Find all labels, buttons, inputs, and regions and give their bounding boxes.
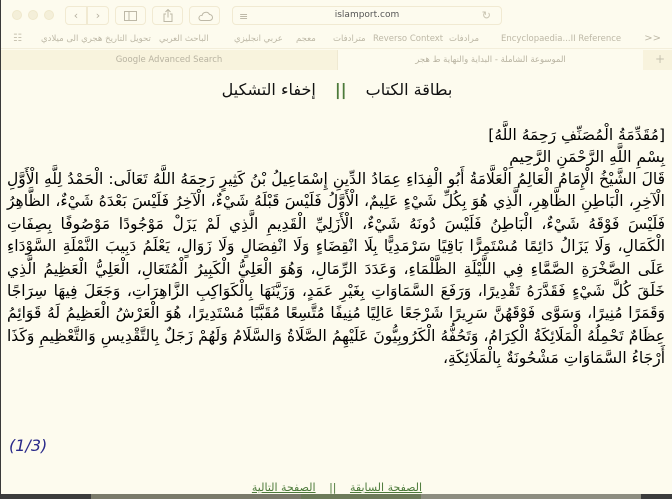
bookmark-dictionary[interactable]: معجم bbox=[296, 34, 316, 44]
bookmark-arabic-english[interactable]: عربي انجليزي bbox=[234, 34, 283, 44]
window-minimize-button[interactable] bbox=[28, 10, 38, 20]
body-paragraph: قَالَ الشَّيْخُ الْإِمَامُ الْعَالِمُ الْعَلَّامَةُ أَبُو الْفِدَاءِ عِمَادُ الدِّينِ إِسْمَاعِيلُ بْنُ كَثِيرٍ رَحِمَهُ اللَّهُ تَعَالَى: الْحَمْدُ لِلَّهِ الْأَوَّلِ الْآخِرِ، الْبَاطِنِ الظَّاهِرِ، الَّذِي هُوَ بِكُلِّ شَيْءٍ عَلِيمٌ، الْأَوَّلُ فَلَيْسَ قَبْلَهُ شَيْءٌ، الْآخِرُ فَلَيْسَ بَعْدَهُ شَيْءٌ، الظَّاهِرُ فَلَيْسَ فَوْقَهُ شَيْءٌ، الْبَاطِنُ فَلَيْسَ دُونَهُ شَيْءٌ، الْأَزَلِيِّ الْقَدِيمِ الَّذِي لَمْ يَزَلْ مَوْجُودًا مَوْصُوفًا بِصِفَاتِ الْكَمَالِ، وَلَا يَزَالُ دَائِمًا مُسْتَمِرًّا بَاقِيًا سَرْمَدِيًّا بِلَا انْقِضَاءٍ وَلَا انْفِصَالٍ وَلَا زَوَالٍ، يَعْلَمُ دَبِيبَ النَّمْلَةِ السَّوْدَاءِ عَلَى الصَّخْرَةِ الصَّمَّاءِ فِي اللَّيْلَةِ الظَّلْمَاءِ، وَعَدَدَ الرِّمَالِ، وَهُوَ الْعَلِيُّ الْكَبِيرُ الْمُتَعَالِ، الْعَلِيُّ الْعَظِيمُ الَّذِي خَلَقَ كُلَّ شَيْءٍ فَقَدَّرَهُ تَقْدِيرًا، وَرَفَعَ السَّمَاوَاتِ بِغَيْرِ عَمَدٍ، وَزَيَّنَهَا بِالْكَوَاكِبِ الزَّاهِرَاتِ، وَجَعَلَ فِيهَا سِرَاجًا وَقَمَرًا مُنِيرًا، وَسَوَّى فَوْقَهُنَّ سَرِيرًا شَرْجَعًا عَالِيًا مُنِيفًا مُتَّسِعًا مُقَبَّبًا مُسْتَدِيرًا، هُوَ الْعَرْشُ الْعَظِيمُ لَهُ قَوَائِمُ عِظَامٌ تَحْمِلُهُ الْمَلَائِكَةُ الْكِرَامُ، وَتَحُفُّهُ الْكَرُوبِيُّونَ عَلَيْهِمُ الصَّلَاةُ وَالسَّلَامُ وَلَهُمْ زَجَلٌ بِالتَّقْدِيسِ وَالتَّعْظِيمِ وَكَذَا أَرْجَاءُ السَّمَاوَاتِ مَشْحُونَةٌ بِالْمَلَائِكَةِ، bbox=[7, 170, 665, 368]
bookmarks-overflow-button[interactable]: >> bbox=[644, 33, 661, 44]
bookmark-encyclopaedia[interactable]: Encyclopaedia...II Reference bbox=[501, 34, 622, 44]
back-button[interactable] bbox=[65, 6, 87, 25]
bookmark-hijri-converter[interactable]: تحويل التاريخ هجري الى ميلادي bbox=[41, 34, 151, 44]
page-counter: (1/3) bbox=[9, 436, 48, 455]
new-tab-button[interactable]: + bbox=[654, 52, 665, 66]
address-bar[interactable] bbox=[232, 6, 502, 25]
bookmark-synonyms[interactable]: مترادفات bbox=[333, 34, 366, 44]
bookmark-synonyms-2[interactable]: مرادفات bbox=[449, 34, 480, 44]
share-button[interactable] bbox=[152, 6, 183, 25]
sidebar-button[interactable] bbox=[115, 6, 146, 25]
bookmark-arab-researcher[interactable]: الباحث العربي bbox=[159, 34, 209, 44]
previous-page-link[interactable]: الصفحة السابقة bbox=[349, 481, 423, 494]
bottom-navigation bbox=[1, 481, 672, 494]
share-icon bbox=[163, 9, 173, 22]
basmala: بِسْمِ اللَّهِ الرَّحْمَنِ الرَّحِيمِ bbox=[509, 148, 665, 166]
sidebar-icon bbox=[124, 11, 137, 21]
next-page-link[interactable]: الصفحة التالية bbox=[251, 481, 316, 494]
window-zoom-button[interactable] bbox=[44, 10, 54, 20]
window-close-button[interactable] bbox=[12, 10, 22, 20]
grid-icon[interactable]: ☷ bbox=[13, 33, 22, 44]
tab-label: Google Advanced Search bbox=[115, 55, 223, 65]
forward-button[interactable] bbox=[87, 6, 109, 25]
back-icon: ‹ bbox=[73, 9, 79, 22]
url-text: islamport.com bbox=[334, 10, 400, 20]
reload-icon[interactable]: ↻ bbox=[481, 9, 491, 22]
bookmarks-bar bbox=[1, 31, 672, 49]
tab-label: الموسوعة الشاملة - البداية والنهاية ط هجر bbox=[415, 55, 566, 65]
tab-bar bbox=[1, 50, 672, 70]
nav-separator: || bbox=[329, 481, 337, 494]
section-heading: [مُقَدِّمَةُ الْمُصَنِّفِ رَحِمَهُ اللَّهُ] bbox=[488, 126, 665, 144]
nav-separator: || bbox=[334, 80, 347, 99]
hide-diacritics-link[interactable]: إخفاء التشكيل bbox=[221, 80, 316, 99]
top-navigation bbox=[1, 80, 672, 99]
bookmark-reverso[interactable]: Reverso Context bbox=[373, 34, 444, 44]
tab-google-advanced-search[interactable] bbox=[1, 50, 337, 70]
reader-menu-icon[interactable]: ≡ bbox=[239, 10, 249, 23]
forward-icon: › bbox=[95, 9, 101, 22]
icloud-tabs-button[interactable] bbox=[189, 6, 220, 25]
book-card-link[interactable]: بطاقة الكتاب bbox=[365, 80, 453, 99]
browser-toolbar bbox=[1, 0, 672, 31]
desktop-background-strip bbox=[1, 494, 672, 499]
icloud-tabs-icon bbox=[197, 11, 213, 21]
book-text bbox=[7, 124, 665, 370]
tab-shamela-bidaya[interactable] bbox=[337, 50, 643, 70]
page-content bbox=[1, 70, 672, 499]
